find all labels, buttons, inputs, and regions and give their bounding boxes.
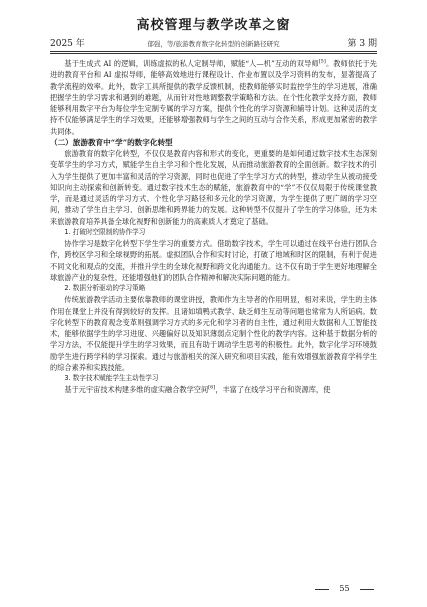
paragraph-text: ，丰富了在线学习平台和资源库，使 (215, 385, 331, 395)
paragraph-text: 基于元宇宙技术构建多维的虚实融合教学空间 (64, 385, 209, 395)
page-number-dash-right (360, 589, 374, 590)
issue-year: 2025 年 (50, 39, 85, 49)
citation-ref: [5] (318, 58, 326, 65)
subsection-heading: 1. 打破时空限制的协作学习 (64, 227, 146, 236)
subsection-heading: 3. 数字技术赋能学生主动性学习 (64, 374, 159, 382)
paragraph: 传统旅游教学活动主要依靠教师的课堂讲授，教师作为主导者的作用明显，相对来说，学生的主体作用在课堂上并没有得到较好的发挥。且诸如填鸭式教学、缺乏师生互动等问题也常常为人所诟病。数字化转型下的教育观念变革则强调学习方式的多元化和学习者的自主性，通过利用大数据和人工智能技术，能够依据学生的学习进度、兴趣偏好以及知识薄弱点定制个性化的教学内容。这种基于数据分析的学习方法，不仅能提升学生的学习效果，而且有助于调动学生思考的积极性。此外，数字化学习环境鼓励学生进行跨学科的学习探索。通过与旅游相关的深入研究和项目实践，能有效增强旅游教育学科学生的综合素养和实践技能。 (50, 295, 377, 372)
article-body (50, 58, 377, 396)
header-rule-bottom (50, 53, 377, 54)
journal-title: 高校管理与教学改革之窗 (136, 18, 291, 33)
paragraph: 协作学习是数字化转型下学生学习的重要方式。借助数字技术，学生可以通过在线平台进行团队合作，跨校区学习和全球视野的拓展。虚拟团队合作和实时讨论，打破了地域和时区的限制，有利于促进不同文化和观点的交流，并推升学生的全球化视野和跨文化沟通能力。这不仅有助于学生更好地理解全球旅游产业的复杂性，还能增强他们的团队合作精神和解决实际问题的能力。 (50, 239, 377, 282)
page-number: 55 (339, 584, 350, 593)
issue-number: 第 3 期 (347, 39, 377, 49)
page-number-dash-left (315, 589, 329, 590)
section-heading: （二）旅游教育中“学”的数字化转型 (50, 137, 173, 147)
subsection-heading: 2. 数据分析驱动的学习策略 (64, 284, 146, 292)
paragraph-text: 基于生成式 AI 的逻辑，训练虚拟的私人定制导师，赋能“人—机”互动的双导师 (64, 59, 319, 68)
running-title: 郁强，等/旅游教育数字化转型的创新路径研究 (147, 40, 280, 48)
header-rule-top (50, 51, 377, 52)
paragraph (50, 58, 377, 137)
paragraph: 旅游教育的数字化转型，不仅仅是教育内容和形式的变化，更重要的是如何通过数字技术生态深刻变革学生的学习方式，赋能学生自主学习和个性化发展，从而推动旅游教育的全面创新。数字技术的引入为学生提供了更加丰富和灵活的学习资源，同时也促进了学生学习方式的转型，推动学生从被动接受知识向主动探索和创新转变。通过数字技术生态的赋能，旅游教育中的“学”不仅仅局限于传统课堂教学，而是通过灵活的学习方式、个性化学习路径和多元化的学习资源，为学生提供了更广阔的学习空间，推动了学生自主学习、创新思维和跨界能力的发展。这种转型不仅提升了学生的学习体验，还为未来旅游教育培养具备全球化视野和创新能力的高素质人才奠定了基础。 (50, 149, 377, 226)
paragraph (50, 384, 377, 395)
running-header (50, 38, 377, 50)
paragraph-text: 。教师依托于先进的教育平台和 AI 虚拟导师，能够高效地进行课程设计、作业布置以及学习资料的发布，显著提高了教学流程的效率。此外，数字工具所提供的教学反馈机制，使教师能够实时监控学生的学习进展，准确把握学生的学习需求和遇到的难题，从而针对性地调整教学策略和方法。在个性化教学支持方面，教师能够利用数字平台为每位学生定制专属的学习方案，提供个性化的学习资源和辅导计划。这种灵活的支持不仅能够满足学生的学习效果，还能够增强教师与学生之间的互动与合作关系，形成更加紧密的教学共同体。 (50, 59, 377, 136)
citation-ref: [6] (208, 384, 216, 391)
